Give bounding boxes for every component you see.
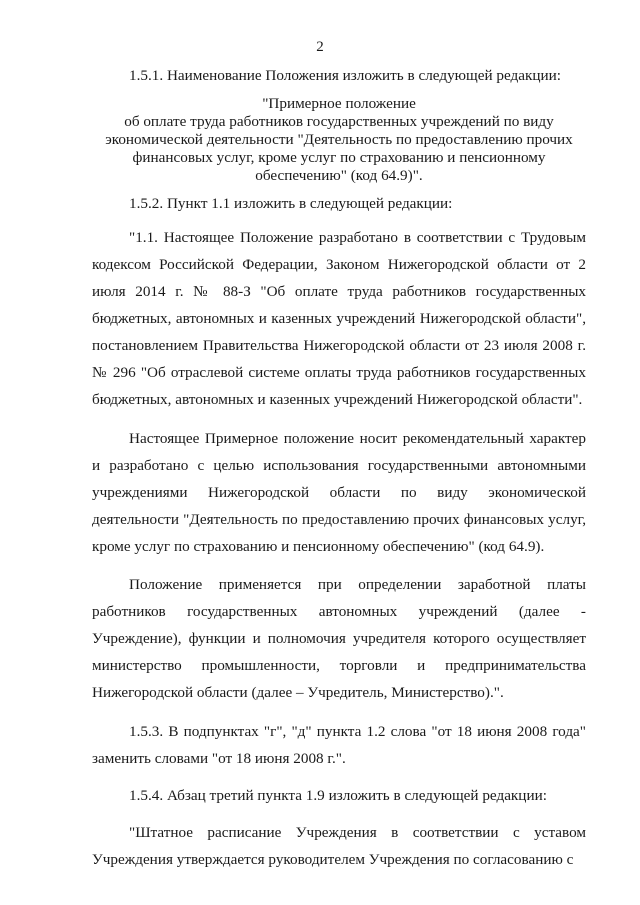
document-body [92,62,586,873]
title-line: экономической деятельности "Деятельность по предоставлению прочих [105,131,573,148]
title-line: об оплате труда работников государственных учреждений по виду [124,113,554,130]
paragraph-1-5-4: 1.5.4. Абзац третий пункта 1.9 изложить в следующей редакции: [129,787,547,804]
page-number: 2 [316,39,324,55]
paragraph-clause-1-1: "1.1. Настоящее Положение разработано в соответствии с Трудовым кодексом Российской Федерации, Законом Нижегородской области от 2 июля 2014 г. № 88-З "Об оплате труда работников государственных бюджетных, автономных и казенных учреждений Нижегородской области", постановлением Правительства Нижегородской области от 23 июля 2008 г. № 296 "Об отраслевой системе оплаты труда работников государственных бюджетных, автономных и казенных учреждений Нижегородской области". [92,229,586,408]
document-title-block [92,95,586,185]
title-line: финансовых услуг, кроме услуг по страхованию и пенсионному [132,149,546,166]
paragraph-application: Положение применяется при определении заработной платы работников государственных автономных учреждений (далее - Учреждение), функции и полномочия учредителя которого осуществляет министерство промышленности, торговли и предпринимательства Нижегородской области (далее – Учредитель, Министерство).". [92,576,586,701]
paragraph-recommendation: Настоящее Примерное положение носит рекомендательный характер и разработано с целью использования государственными автономными учреждениями Нижегородской области по виду экономической деятельности "Деятельность по предоставлению прочих финансовых услуг, кроме услуг по страхованию и пенсионному обеспечению" (код 64.9). [92,430,586,555]
title-line: обеспечению" (код 64.9)". [255,167,423,184]
title-line: "Примерное положение [262,95,416,112]
paragraph-1-5-2: 1.5.2. Пункт 1.1 изложить в следующей редакции: [129,195,453,212]
paragraph-1-5-3: 1.5.3. В подпунктах "г", "д" пункта 1.2 слова "от 18 июня 2008 года" заменить словами "от 18 июня 2008 г.". [92,723,586,767]
paragraph-1-5-1: 1.5.1. Наименование Положения изложить в следующей редакции: [129,67,561,84]
paragraph-staff-schedule: "Штатное расписание Учреждения в соответствии с уставом Учреждения утверждается руководителем Учреждения по согласованию с [92,824,586,868]
